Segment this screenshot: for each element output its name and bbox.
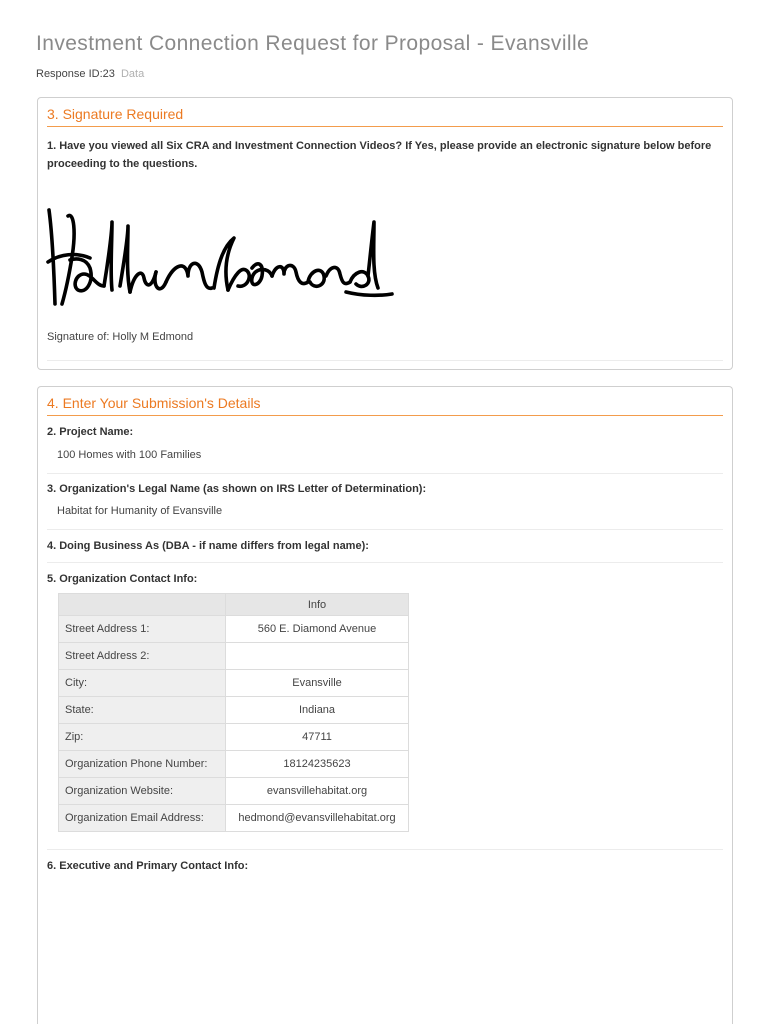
table-row xyxy=(59,805,409,832)
table-header-blank xyxy=(59,594,226,616)
question-2: 2. Project Name: xyxy=(47,426,134,438)
row-value xyxy=(226,643,409,670)
question-4: 4. Doing Business As (DBA - if name differs from legal name): xyxy=(47,540,369,552)
table-row xyxy=(59,751,409,778)
divider xyxy=(47,529,723,530)
row-value: hedmond@evansvillehabitat.org xyxy=(226,805,409,832)
signature-caption: Signature of: Holly M Edmond xyxy=(47,331,194,343)
row-label: Zip: xyxy=(59,724,226,751)
row-value: Evansville xyxy=(226,670,409,697)
row-label: Street Address 1: xyxy=(59,616,226,643)
row-label: Organization Website: xyxy=(59,778,226,805)
question-3: 3. Organization's Legal Name (as shown on IRS Letter of Determination): xyxy=(47,483,427,495)
row-label: Organization Phone Number: xyxy=(59,751,226,778)
signature-section xyxy=(37,97,733,370)
table-header-row xyxy=(59,594,409,616)
row-label: City: xyxy=(59,670,226,697)
row-value: 18124235623 xyxy=(226,751,409,778)
details-section xyxy=(37,386,733,1024)
table-row xyxy=(59,778,409,805)
divider xyxy=(47,849,723,850)
row-value: 560 E. Diamond Avenue xyxy=(226,616,409,643)
response-id-line xyxy=(36,68,144,80)
details-section-heading: 4. Enter Your Submission's Details xyxy=(47,395,723,416)
question-5: 5. Organization Contact Info: xyxy=(47,573,198,585)
response-id: Response ID:23 xyxy=(36,68,115,80)
data-link[interactable]: Data xyxy=(120,68,145,80)
table-row xyxy=(59,724,409,751)
row-label: Organization Email Address: xyxy=(59,805,226,832)
answer-project-name: 100 Homes with 100 Families xyxy=(57,449,202,461)
row-value: Indiana xyxy=(226,697,409,724)
signature-image xyxy=(46,202,396,312)
answer-legal-name: Habitat for Humanity of Evansville xyxy=(57,505,223,517)
divider xyxy=(47,562,723,563)
page-title: Investment Connection Request for Proposal - Evansville xyxy=(36,32,590,55)
table-row xyxy=(59,616,409,643)
table-row xyxy=(59,643,409,670)
question-6: 6. Executive and Primary Contact Info: xyxy=(47,860,249,872)
row-label: State: xyxy=(59,697,226,724)
question-1: 1. Have you viewed all Six CRA and Investment Connection Videos? If Yes, please provide an electronic signature below before proceeding to the questions. xyxy=(47,140,712,170)
divider xyxy=(47,473,723,474)
table-row xyxy=(59,697,409,724)
signature-section-heading: 3. Signature Required xyxy=(47,106,723,127)
row-label: Street Address 2: xyxy=(59,643,226,670)
contact-info-table xyxy=(58,593,409,832)
table-row xyxy=(59,670,409,697)
row-value: evansvillehabitat.org xyxy=(226,778,409,805)
divider xyxy=(47,360,723,361)
table-header-info: Info xyxy=(226,594,409,616)
row-value: 47711 xyxy=(226,724,409,751)
